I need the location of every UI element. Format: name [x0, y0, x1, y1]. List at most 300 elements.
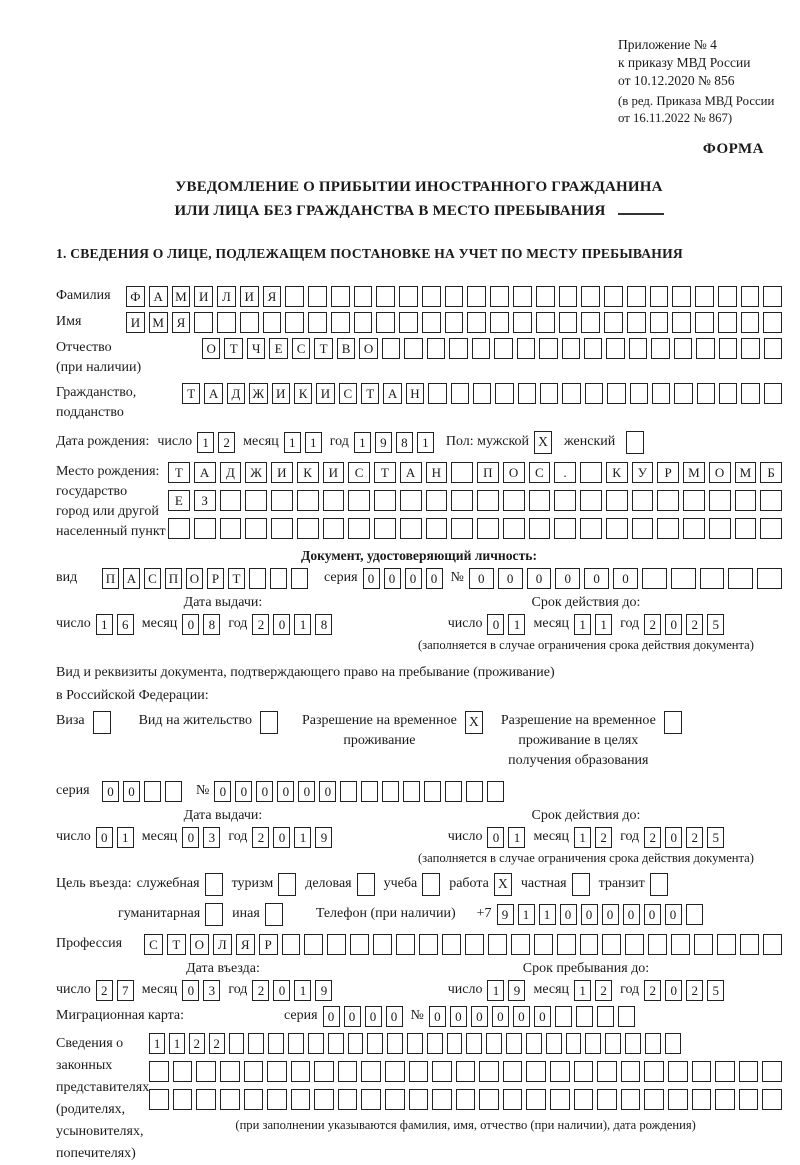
- char-cell[interactable]: 0: [277, 781, 294, 802]
- char-cell[interactable]: 0: [527, 568, 552, 589]
- char-cell[interactable]: [367, 1033, 383, 1054]
- char-cell[interactable]: [249, 568, 266, 589]
- char-cell[interactable]: [683, 490, 705, 511]
- char-cell[interactable]: [559, 312, 578, 333]
- char-cell[interactable]: 2: [252, 614, 269, 635]
- char-cell[interactable]: [621, 1089, 641, 1110]
- char-cell[interactable]: [764, 383, 782, 404]
- char-cell[interactable]: В: [337, 338, 355, 359]
- char-cell[interactable]: С: [144, 934, 163, 955]
- char-cell[interactable]: [426, 490, 448, 511]
- char-cell[interactable]: К: [294, 383, 312, 404]
- char-cell[interactable]: 0: [182, 827, 199, 848]
- char-cell[interactable]: [517, 338, 535, 359]
- char-cell[interactable]: [432, 1061, 452, 1082]
- char-cell[interactable]: 0: [498, 568, 523, 589]
- checkbox-official[interactable]: [205, 873, 223, 896]
- char-cell[interactable]: [407, 1033, 423, 1054]
- char-cell[interactable]: 1: [417, 432, 434, 453]
- char-cell[interactable]: [709, 518, 731, 539]
- char-cell[interactable]: [149, 1061, 169, 1082]
- char-cell[interactable]: [445, 781, 462, 802]
- char-cell[interactable]: [503, 1089, 523, 1110]
- char-cell[interactable]: [465, 934, 484, 955]
- char-cell[interactable]: 0: [584, 568, 609, 589]
- char-cell[interactable]: Т: [167, 934, 186, 955]
- char-cell[interactable]: 0: [235, 781, 252, 802]
- char-cell[interactable]: Т: [168, 462, 190, 483]
- char-cell[interactable]: [692, 1089, 712, 1110]
- char-cell[interactable]: 0: [613, 568, 638, 589]
- char-cell[interactable]: 0: [363, 568, 380, 589]
- char-cell[interactable]: 0: [386, 1006, 403, 1027]
- char-cell[interactable]: [399, 312, 418, 333]
- char-cell[interactable]: [735, 490, 757, 511]
- char-cell[interactable]: [270, 568, 287, 589]
- char-cell[interactable]: [762, 1089, 782, 1110]
- char-cell[interactable]: [422, 286, 441, 307]
- char-cell[interactable]: С: [144, 568, 161, 589]
- char-cell[interactable]: [244, 1061, 264, 1082]
- char-cell[interactable]: [374, 490, 396, 511]
- char-cell[interactable]: [526, 1061, 546, 1082]
- char-cell[interactable]: [424, 781, 441, 802]
- char-cell[interactable]: [762, 1061, 782, 1082]
- char-cell[interactable]: М: [172, 286, 191, 307]
- char-cell[interactable]: Е: [168, 490, 190, 511]
- char-cell[interactable]: [291, 568, 308, 589]
- char-cell[interactable]: Д: [227, 383, 245, 404]
- char-cell[interactable]: [715, 1089, 735, 1110]
- char-cell[interactable]: [554, 490, 576, 511]
- char-cell[interactable]: 2: [209, 1033, 225, 1054]
- char-cell[interactable]: К: [606, 462, 628, 483]
- char-cell[interactable]: С: [348, 462, 370, 483]
- char-cell[interactable]: Р: [207, 568, 224, 589]
- char-cell[interactable]: [627, 286, 646, 307]
- char-cell[interactable]: [650, 286, 669, 307]
- char-cell[interactable]: С: [292, 338, 310, 359]
- checkbox-other[interactable]: [265, 903, 283, 926]
- char-cell[interactable]: [632, 490, 654, 511]
- char-cell[interactable]: 9: [375, 432, 392, 453]
- char-cell[interactable]: 8: [315, 614, 332, 635]
- char-cell[interactable]: [245, 490, 267, 511]
- char-cell[interactable]: [304, 934, 323, 955]
- char-cell[interactable]: [451, 462, 473, 483]
- char-cell[interactable]: Р: [657, 462, 679, 483]
- char-cell[interactable]: [340, 781, 357, 802]
- char-cell[interactable]: [308, 286, 327, 307]
- char-cell[interactable]: [297, 490, 319, 511]
- char-cell[interactable]: [490, 286, 509, 307]
- char-cell[interactable]: 1: [487, 980, 504, 1001]
- char-cell[interactable]: 1: [574, 980, 591, 1001]
- checkbox-work[interactable]: X: [494, 873, 512, 896]
- char-cell[interactable]: [403, 781, 420, 802]
- char-cell[interactable]: 0: [665, 614, 682, 635]
- char-cell[interactable]: [240, 312, 259, 333]
- char-cell[interactable]: [672, 286, 691, 307]
- char-cell[interactable]: [651, 338, 669, 359]
- char-cell[interactable]: 0: [665, 904, 682, 925]
- char-cell[interactable]: [373, 934, 392, 955]
- char-cell[interactable]: [506, 1033, 522, 1054]
- char-cell[interactable]: [361, 781, 378, 802]
- char-cell[interactable]: [511, 934, 530, 955]
- char-cell[interactable]: 0: [644, 904, 661, 925]
- char-cell[interactable]: [607, 383, 625, 404]
- char-cell[interactable]: Т: [314, 338, 332, 359]
- char-cell[interactable]: 0: [469, 568, 494, 589]
- char-cell[interactable]: [328, 1033, 344, 1054]
- char-cell[interactable]: [447, 1033, 463, 1054]
- char-cell[interactable]: [665, 1033, 681, 1054]
- char-cell[interactable]: [445, 286, 464, 307]
- char-cell[interactable]: Т: [228, 568, 245, 589]
- char-cell[interactable]: 2: [595, 980, 612, 1001]
- char-cell[interactable]: 0: [471, 1006, 488, 1027]
- char-cell[interactable]: Я: [236, 934, 255, 955]
- char-cell[interactable]: [585, 383, 603, 404]
- char-cell[interactable]: [271, 490, 293, 511]
- char-cell[interactable]: [668, 1089, 688, 1110]
- char-cell[interactable]: 2: [96, 980, 113, 1001]
- char-cell[interactable]: [354, 312, 373, 333]
- char-cell[interactable]: 1: [96, 614, 113, 635]
- char-cell[interactable]: [683, 518, 705, 539]
- char-cell[interactable]: 0: [513, 1006, 530, 1027]
- char-cell[interactable]: [650, 312, 669, 333]
- char-cell[interactable]: С: [339, 383, 357, 404]
- char-cell[interactable]: [487, 781, 504, 802]
- char-cell[interactable]: [671, 568, 696, 589]
- char-cell[interactable]: [144, 781, 161, 802]
- char-cell[interactable]: [244, 1089, 264, 1110]
- char-cell[interactable]: 1: [117, 827, 134, 848]
- char-cell[interactable]: 0: [602, 904, 619, 925]
- char-cell[interactable]: Ф: [126, 286, 145, 307]
- char-cell[interactable]: Я: [172, 312, 191, 333]
- char-cell[interactable]: [382, 338, 400, 359]
- char-cell[interactable]: [652, 383, 670, 404]
- char-cell[interactable]: Ч: [247, 338, 265, 359]
- char-cell[interactable]: [559, 286, 578, 307]
- checkbox-residence-permit[interactable]: [260, 711, 278, 734]
- char-cell[interactable]: 0: [273, 827, 290, 848]
- char-cell[interactable]: [220, 490, 242, 511]
- char-cell[interactable]: 1: [197, 432, 214, 453]
- char-cell[interactable]: [263, 312, 282, 333]
- char-cell[interactable]: 0: [384, 568, 401, 589]
- char-cell[interactable]: [597, 1006, 614, 1027]
- char-cell[interactable]: Ж: [245, 462, 267, 483]
- char-cell[interactable]: [173, 1061, 193, 1082]
- char-cell[interactable]: П: [477, 462, 499, 483]
- char-cell[interactable]: Ж: [249, 383, 267, 404]
- char-cell[interactable]: [557, 934, 576, 955]
- char-cell[interactable]: [539, 338, 557, 359]
- char-cell[interactable]: 0: [214, 781, 231, 802]
- char-cell[interactable]: И: [323, 462, 345, 483]
- char-cell[interactable]: [472, 338, 490, 359]
- char-cell[interactable]: [427, 338, 445, 359]
- char-cell[interactable]: 0: [273, 614, 290, 635]
- char-cell[interactable]: [550, 1061, 570, 1082]
- char-cell[interactable]: [271, 518, 293, 539]
- char-cell[interactable]: 2: [686, 980, 703, 1001]
- char-cell[interactable]: [477, 518, 499, 539]
- char-cell[interactable]: [409, 1089, 429, 1110]
- char-cell[interactable]: [282, 934, 301, 955]
- char-cell[interactable]: [618, 1006, 635, 1027]
- char-cell[interactable]: 0: [534, 1006, 551, 1027]
- char-cell[interactable]: [348, 518, 370, 539]
- char-cell[interactable]: [486, 1033, 502, 1054]
- char-cell[interactable]: [513, 286, 532, 307]
- char-cell[interactable]: [409, 1061, 429, 1082]
- char-cell[interactable]: 2: [595, 827, 612, 848]
- char-cell[interactable]: 0: [365, 1006, 382, 1027]
- char-cell[interactable]: [314, 1089, 334, 1110]
- char-cell[interactable]: А: [400, 462, 422, 483]
- char-cell[interactable]: 3: [203, 980, 220, 1001]
- checkbox-humanitarian[interactable]: [205, 903, 223, 926]
- char-cell[interactable]: [555, 1006, 572, 1027]
- char-cell[interactable]: [267, 1061, 287, 1082]
- char-cell[interactable]: 5: [707, 827, 724, 848]
- char-cell[interactable]: Е: [269, 338, 287, 359]
- char-cell[interactable]: [297, 518, 319, 539]
- char-cell[interactable]: [168, 518, 190, 539]
- char-cell[interactable]: Б: [760, 462, 782, 483]
- char-cell[interactable]: [404, 338, 422, 359]
- char-cell[interactable]: [382, 781, 399, 802]
- char-cell[interactable]: [585, 1033, 601, 1054]
- char-cell[interactable]: [580, 490, 602, 511]
- char-cell[interactable]: У: [632, 462, 654, 483]
- char-cell[interactable]: [536, 312, 555, 333]
- char-cell[interactable]: [625, 1033, 641, 1054]
- char-cell[interactable]: [597, 1061, 617, 1082]
- char-cell[interactable]: [217, 312, 236, 333]
- char-cell[interactable]: О: [709, 462, 731, 483]
- char-cell[interactable]: Т: [361, 383, 379, 404]
- char-cell[interactable]: [428, 383, 446, 404]
- char-cell[interactable]: [288, 1033, 304, 1054]
- char-cell[interactable]: 1: [574, 614, 591, 635]
- char-cell[interactable]: 2: [189, 1033, 205, 1054]
- char-cell[interactable]: [267, 1089, 287, 1110]
- char-cell[interactable]: 0: [487, 827, 504, 848]
- char-cell[interactable]: [196, 1061, 216, 1082]
- char-cell[interactable]: А: [149, 286, 168, 307]
- char-cell[interactable]: А: [383, 383, 401, 404]
- char-cell[interactable]: И: [194, 286, 213, 307]
- char-cell[interactable]: [376, 286, 395, 307]
- char-cell[interactable]: [546, 1033, 562, 1054]
- char-cell[interactable]: [427, 1033, 443, 1054]
- char-cell[interactable]: 1: [518, 904, 535, 925]
- char-cell[interactable]: [503, 490, 525, 511]
- char-cell[interactable]: [196, 1089, 216, 1110]
- char-cell[interactable]: [503, 1061, 523, 1082]
- char-cell[interactable]: 2: [644, 827, 661, 848]
- char-cell[interactable]: С: [529, 462, 551, 483]
- char-cell[interactable]: [686, 904, 703, 925]
- char-cell[interactable]: 0: [123, 781, 140, 802]
- char-cell[interactable]: [657, 518, 679, 539]
- char-cell[interactable]: [739, 1061, 759, 1082]
- char-cell[interactable]: [580, 462, 602, 483]
- char-cell[interactable]: 0: [182, 614, 199, 635]
- char-cell[interactable]: О: [359, 338, 377, 359]
- char-cell[interactable]: [674, 338, 692, 359]
- char-cell[interactable]: [644, 1089, 664, 1110]
- char-cell[interactable]: [695, 312, 714, 333]
- char-cell[interactable]: 0: [429, 1006, 446, 1027]
- char-cell[interactable]: [580, 934, 599, 955]
- char-cell[interactable]: И: [271, 462, 293, 483]
- char-cell[interactable]: [741, 286, 760, 307]
- char-cell[interactable]: [719, 338, 737, 359]
- char-cell[interactable]: 0: [256, 781, 273, 802]
- char-cell[interactable]: [741, 312, 760, 333]
- char-cell[interactable]: [718, 286, 737, 307]
- char-cell[interactable]: 9: [508, 980, 525, 1001]
- char-cell[interactable]: [529, 518, 551, 539]
- char-cell[interactable]: 0: [555, 568, 580, 589]
- char-cell[interactable]: [400, 490, 422, 511]
- char-cell[interactable]: Д: [220, 462, 242, 483]
- char-cell[interactable]: 0: [96, 827, 113, 848]
- char-cell[interactable]: [697, 383, 715, 404]
- char-cell[interactable]: [248, 1033, 264, 1054]
- char-cell[interactable]: [456, 1061, 476, 1082]
- char-cell[interactable]: [503, 518, 525, 539]
- char-cell[interactable]: 0: [665, 827, 682, 848]
- char-cell[interactable]: 0: [182, 980, 199, 1001]
- char-cell[interactable]: 0: [450, 1006, 467, 1027]
- char-cell[interactable]: 1: [574, 827, 591, 848]
- char-cell[interactable]: 9: [315, 980, 332, 1001]
- char-cell[interactable]: [361, 1061, 381, 1082]
- char-cell[interactable]: [350, 934, 369, 955]
- char-cell[interactable]: А: [204, 383, 222, 404]
- char-cell[interactable]: [536, 286, 555, 307]
- char-cell[interactable]: [763, 312, 782, 333]
- char-cell[interactable]: [291, 1089, 311, 1110]
- char-cell[interactable]: [220, 518, 242, 539]
- char-cell[interactable]: [385, 1089, 405, 1110]
- char-cell[interactable]: Л: [213, 934, 232, 955]
- checkbox-private[interactable]: [572, 873, 590, 896]
- char-cell[interactable]: 7: [117, 980, 134, 1001]
- char-cell[interactable]: [385, 1061, 405, 1082]
- char-cell[interactable]: 1: [294, 614, 311, 635]
- char-cell[interactable]: 0: [102, 781, 119, 802]
- char-cell[interactable]: [757, 568, 782, 589]
- char-cell[interactable]: 6: [117, 614, 134, 635]
- char-cell[interactable]: [550, 1089, 570, 1110]
- char-cell[interactable]: [674, 383, 692, 404]
- char-cell[interactable]: О: [190, 934, 209, 955]
- char-cell[interactable]: 1: [294, 980, 311, 1001]
- char-cell[interactable]: [692, 1061, 712, 1082]
- char-cell[interactable]: 0: [298, 781, 315, 802]
- char-cell[interactable]: [672, 312, 691, 333]
- char-cell[interactable]: 0: [665, 980, 682, 1001]
- char-cell[interactable]: [466, 1033, 482, 1054]
- char-cell[interactable]: К: [297, 462, 319, 483]
- char-cell[interactable]: 2: [686, 614, 703, 635]
- char-cell[interactable]: [695, 286, 714, 307]
- char-cell[interactable]: [451, 518, 473, 539]
- char-cell[interactable]: П: [165, 568, 182, 589]
- checkbox-tourism[interactable]: [278, 873, 296, 896]
- char-cell[interactable]: [245, 518, 267, 539]
- char-cell[interactable]: [220, 1061, 240, 1082]
- char-cell[interactable]: [540, 383, 558, 404]
- char-cell[interactable]: [220, 1089, 240, 1110]
- char-cell[interactable]: [554, 518, 576, 539]
- char-cell[interactable]: [668, 1061, 688, 1082]
- checkbox-temp-residence[interactable]: X: [465, 711, 483, 734]
- char-cell[interactable]: [495, 383, 513, 404]
- char-cell[interactable]: [657, 490, 679, 511]
- char-cell[interactable]: [763, 286, 782, 307]
- checkbox-temp-residence-edu[interactable]: [664, 711, 682, 734]
- char-cell[interactable]: [645, 1033, 661, 1054]
- char-cell[interactable]: [338, 1089, 358, 1110]
- checkbox-business[interactable]: [357, 873, 375, 896]
- char-cell[interactable]: И: [272, 383, 290, 404]
- char-cell[interactable]: [629, 338, 647, 359]
- char-cell[interactable]: [396, 934, 415, 955]
- char-cell[interactable]: [308, 312, 327, 333]
- char-cell[interactable]: [574, 1061, 594, 1082]
- char-cell[interactable]: 0: [344, 1006, 361, 1027]
- char-cell[interactable]: Я: [263, 286, 282, 307]
- checkbox-visa[interactable]: [93, 711, 111, 734]
- char-cell[interactable]: [268, 1033, 284, 1054]
- char-cell[interactable]: [467, 286, 486, 307]
- char-cell[interactable]: [580, 518, 602, 539]
- char-cell[interactable]: [399, 286, 418, 307]
- char-cell[interactable]: [291, 1061, 311, 1082]
- char-cell[interactable]: 8: [203, 614, 220, 635]
- char-cell[interactable]: [354, 286, 373, 307]
- char-cell[interactable]: Т: [182, 383, 200, 404]
- char-cell[interactable]: 1: [305, 432, 322, 453]
- char-cell[interactable]: Л: [217, 286, 236, 307]
- char-cell[interactable]: [739, 1089, 759, 1110]
- char-cell[interactable]: [715, 1061, 735, 1082]
- char-cell[interactable]: 9: [497, 904, 514, 925]
- char-cell[interactable]: [605, 1033, 621, 1054]
- char-cell[interactable]: [331, 312, 350, 333]
- char-cell[interactable]: [760, 518, 782, 539]
- char-cell[interactable]: 0: [319, 781, 336, 802]
- char-cell[interactable]: .: [554, 462, 576, 483]
- char-cell[interactable]: [644, 1061, 664, 1082]
- char-cell[interactable]: Н: [406, 383, 424, 404]
- checkbox-transit[interactable]: [650, 873, 668, 896]
- char-cell[interactable]: И: [240, 286, 259, 307]
- char-cell[interactable]: [518, 383, 536, 404]
- char-cell[interactable]: [606, 338, 624, 359]
- char-cell[interactable]: [314, 1061, 334, 1082]
